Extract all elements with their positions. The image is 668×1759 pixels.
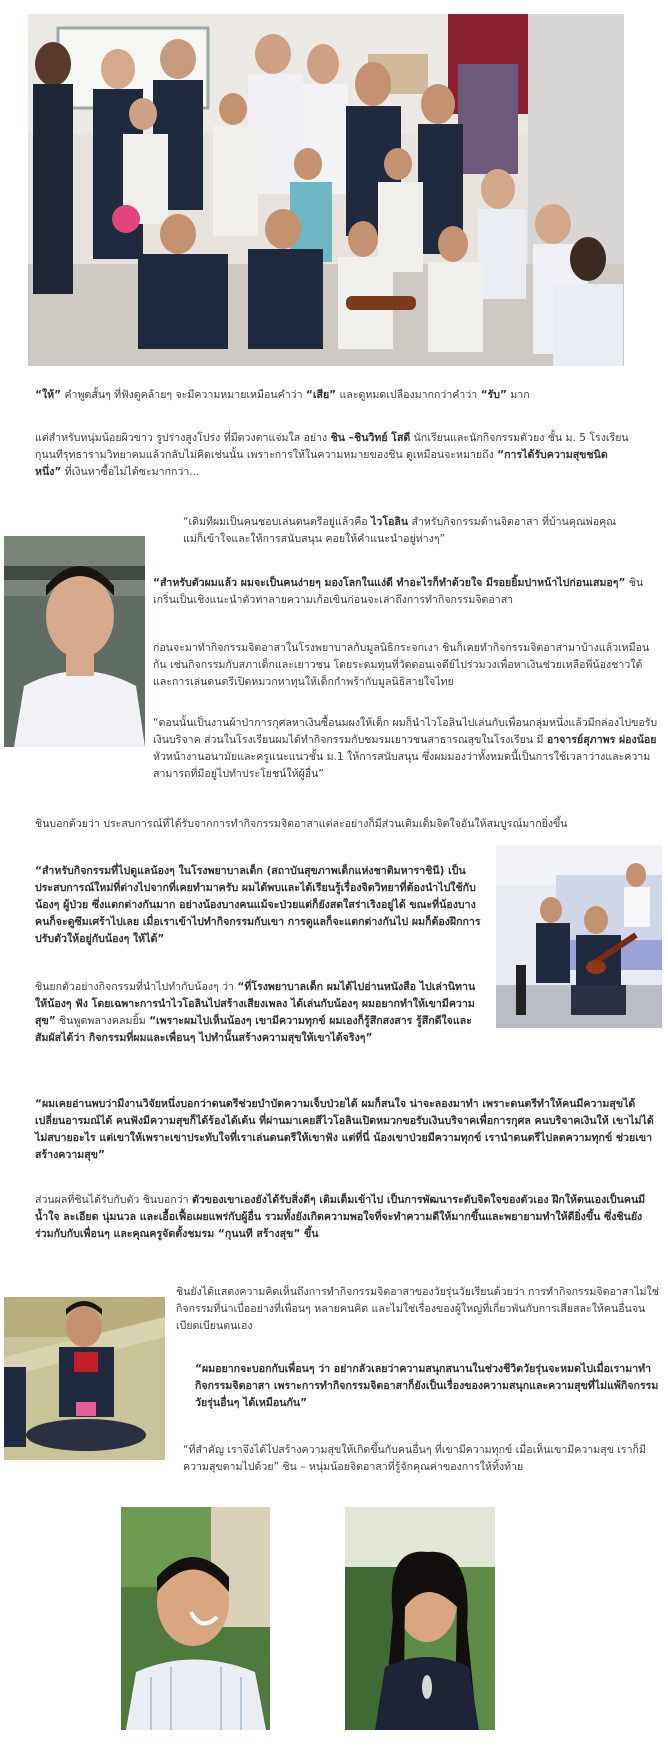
reading-quote-2: “ที่โรงพยาบาลเด็ก ผมได้ไปอ่านหนังสือ ไปเล่านิทาน ให้น้องๆ ฟัง โดยเฉพาะการนำไวโอลินไปสร้างเสียงเพลง ได้เล่นกับน้องๆ ผมอยากทำให้เขามีความสุข” xyxy=(35,981,476,1027)
chin-name: ชิน –ชินวิทย์ โสดี xyxy=(330,432,411,444)
reading-quote xyxy=(35,979,482,1047)
happiness-phrase: “การได้รับความสุขชนิดหนึ่ง” xyxy=(35,449,608,478)
charity-quote-2: หัวหน้างานอนามัยและครูแนะแนวชั้น ม.1 ให้การสนับสนุน ซึ่งผมมองว่าทั้งหมดนี้เป็นการใช้เวลาว่างและความสามารถที่มีอยู่ไปทำประโยชน์ให้ผู้อื่น” xyxy=(153,751,651,780)
hospital-violin-photo xyxy=(496,845,662,1028)
chin-intro-text-1: แต่สำหรับหนุ่มน้อยผิวขาว รูปร่างสูงโปร่ง ที่มีดวงตาแจ่มใส อย่าง xyxy=(35,432,331,444)
word-give: “ให้” xyxy=(35,389,62,401)
advice-quote: “ผมอยากจะบอกกับเพื่อนๆ ว่า อย่ากลัวเลยว่าความสนุกสนานในช่วงชีวิตวัยรุ่นจะหมดไปเมื่อเรามาทำกิจกรรมจิตอาสา เพราะการทำกิจกรรมจิตอาสาก็ยังเป็นเรื่องของความสนุกและความสุขที่ไม่แพ้กิจกรรมวัยรุ่นอื่นๆ ได้เหมือนกัน” xyxy=(195,1363,659,1409)
chin-intro-text-2: นักเรียนและนักกิจกรรมตัวยง ชั้น ม. 5 โรงเรียนกุนนทีรุทธารามวิทยาคมแล้วกลับไม่คิดเช่นนั้น เพราะการให้ในความหมายของชิน ดูเหมือนจะหมายถึง xyxy=(35,432,629,461)
benefits-text-1: ส่วนผลที่ชินได้รับกับตัว ชินบอกว่า xyxy=(35,1194,192,1206)
word-receive: “รับ” xyxy=(480,389,507,401)
intro-text-3: มาก xyxy=(506,389,530,401)
intro-text-1: คำพูดสั้นๆ ที่ฟังดูคล้ายๆ จะมีความหมายเหมือนคำว่า xyxy=(61,389,306,401)
personality-quote xyxy=(153,575,663,609)
charity-quote xyxy=(153,715,663,783)
intro-text-2: และดูหมดเปลืองมากกว่าคำว่า xyxy=(336,389,481,401)
opinion-paragraph: ชินยังได้แสดงความคิดเห็นถึงการทำกิจกรรมจิตอาสาของวัยรุ่นวัยเรียนด้วยว่า การทำกิจกรรมจิตอาสาไม่ใช่กิจกรรมที่น่าเบื่ออย่างที่เพื่อนๆ หลายคนคิด และไม่ใช่เรื่องของผู้ใหญ่ที่เกี่ยวพันกับการเสียสละให้คนอื่นจนเบียดเบียนตนเอง xyxy=(176,1286,659,1332)
group-photo xyxy=(28,14,624,366)
charity-quote-1: “ตอนนั้นเป็นงานผ้าป่าการกุศลหาเงินซื้อนมผงให้เด็ก ผมก็นำไวโอลินไปเล่นกับเพื่อนกลุ่มหนึ่งแล้วมีกล่องไปขอรับเงินบริจาค ส่วนในโรงเรียนผมได้ทำกิจกรรมกับชมรมเยาวชนสาธารณสุขในโรงเรียน มี xyxy=(153,717,658,746)
intro-paragraph xyxy=(35,387,625,404)
violin-word: ไวโอลิน xyxy=(371,516,409,528)
reading-quote-3: ชินพูดพลางคลมยิ้ม xyxy=(55,1015,150,1027)
reading-quote-1: ชินยกตัวอย่างกิจกรรมที่นำไปทำกับน้องๆ ว่า xyxy=(35,981,238,993)
violin-quote-2: สำหรับกิจกรรมด้านจิตอาสา ที่บ้านคุณพ่อคุณแม่ก็เข้าใจและให้การสนับสนุน คอยให้คำแนะนำอยู่ห่างๆ” xyxy=(183,516,617,545)
hospital-quote: “สำหรับกิจกรรมที่ไปดูแลน้องๆ ในโรงพยาบาลเด็ก (สถาบันสุขภาพเด็กแห่งชาติมหาราชินี) เป็นประสบการณ์ใหม่ที่ต่างไปจากที่เคยทำมาครับ ผมได้พบและได้เรียนรู้เรื่องจิตวิทยาที่ต้องนำไปใช้กับน้องๆ ผู้ป่วย ซึ่งแตกต่างกันมาก อย่างน้องบางคนแม้จะป่วยแต่ก็ยังสดใสร่าเริงอยู่ได้ ขณะที่น้องบางคนก็จะดูซึมเศร้าไปเลย เมื่อเราเข้าไปทำกิจกรรมกับเขา การดูแลก็จะแตกต่างกันไป ผมก็ต้องฝึกการปรับตัวให้อยู่กับน้องๆ ให้ได้” xyxy=(35,865,481,945)
experience-paragraph: ชินบอกด้วยว่า ประสบการณ์ที่ได้รับจากการทำกิจกรรมจิตอาสาแต่ละอย่างก็มีส่วนเติมเต็มจิตใจอันให้สมบูรณ์มากยิ่งขึ้น xyxy=(35,818,568,830)
previous-activities-paragraph: ก่อนจะมาทำกิจกรรมจิตอาสาในโรงพยาบาลกับมูลนิธิกระจกเงา ชินก็เคยทำกิจกรรมจิตอาสามาบ้างแล้วเหมือนกัน เช่นกิจกรรมกับสภาเด็กและเยาวชน โดยระดมทุนที่วัดดอนเจดีย์ไปร่วมวงเพื่อหาเงินช่วยเหลือพี่น้องชาวใต้ และการเล่นดนตรีเปิดหมวกหาทุนให้เด็กกำพร้ากับมูลนิธิสายใจไทย xyxy=(153,642,650,688)
word-lose: “เสีย” xyxy=(305,389,337,401)
benefits-text-2: ตัวของเขาเองยังได้รับสิ่งดีๆ เติมเต็มเข้าไป เป็นการพัฒนาระดับจิตใจของตัวเอง ฝึกให้ตนเองเป็นคนมีน้ำใจ ละเอียด นุ่มนวล และเอื้อเฟื้อเผยแพร่กับผู้อื่น รวมทั้งยังเกิดความพอใจที่จะทำความดีให้มากขึ้นและพยายามทำให้ดียิ่งขึ้น ซึ่งชินยังร่วมกับกับเพื่อนๆ และคุณครูจัดตั้งชมรม “กุนนที สร้างสุข” ขึ้น xyxy=(35,1194,646,1240)
chin-intro-paragraph xyxy=(35,430,630,481)
music-therapy-quote: “ผมเคยอ่านพบว่ามีงานวิจัยหนึ่งบอกว่าดนตรีช่วยบำบัดความเจ็บป่วยได้ ผมก็สนใจ น่าจะลองมาทำ เพราะดนตรีทำให้คนมีความสุขได้ เปลี่ยนอารมณ์ได้ คนฟังมีความสุขก็ได้ร้องได้เต้น ที่ผ่านมาเคยสีไวโอลินเปิดหมวกขอรับเงินบริจาคเพื่อการกุศล คนบริจาคเงินให้ เขาไม่ได้ไม่สบายอะไร แต่เขาให้เพราะเขาประทับใจที่เราเล่นดนตรีให้เขาฟัง แต่ที่นี่ น้องเขาป่วยมีความทุกข์ เรานำดนตรีไปลดความทุกข์ ช่วยเขาสร้างความสุข” xyxy=(35,1098,654,1161)
chin-intro-text-3: ที่เงินหาซื้อไม่ได้ซะมากกว่า... xyxy=(61,466,200,478)
closing-quote: “ที่สำคัญ เราจึงได้ไปสร้างความสุขให้เกิดขึ้นกับคนอื่นๆ ที่เขามีความทุกข์ เมื่อเห็นเขามีความสุข เราก็มีความสุขตามไปด้วย” ชิน – หนุ่มน้อยจิตอาสาที่รู้จักคุณค่าของการให้ทิ้งท้าย xyxy=(183,1444,646,1473)
personality-quote-bold: “สำหรับตัวผมแล้ว ผมจะเป็นคนง่ายๆ มองโลกในแง่ดี ทำอะไรก็ทำด้วยใจ มีรอยยิ้มปาหน้าไปก่อนเสมอๆ” xyxy=(153,577,626,589)
woman-portrait-photo xyxy=(345,1507,495,1730)
personality-quote-rest: ชินเกริ่นเป็นเชิงแนะนำตัวท่าลายความเก้อเขินก่อนจะเล่าถึงการทำกิจกรรมจิตอาสา xyxy=(153,577,644,606)
teacher-name: อาจารย์สุภาพร ผ่องน้อย xyxy=(546,734,657,746)
violin-quote xyxy=(183,514,623,548)
man-portrait-photo xyxy=(121,1507,270,1730)
benefits-paragraph xyxy=(35,1192,660,1243)
student-portrait-photo xyxy=(4,536,145,747)
reading-quote-4: “เพราะผมไปเห็นน้องๆ เขามีความทุกข์ ผมเองก็รู้สึกสงสาร รู้สึกดีใจและสัมผัสได้ว่า กิจกรรมที่ผมและเพื่อนๆ ไปทำนั้นสร้างความสุขให้เขาได้จริงๆ” xyxy=(35,1015,472,1044)
violin-quote-1: “เดิมทีผมเป็นคนชอบเล่นดนตรีอยู่แล้วคือ xyxy=(183,516,372,528)
student-sitting-photo xyxy=(4,1297,165,1460)
